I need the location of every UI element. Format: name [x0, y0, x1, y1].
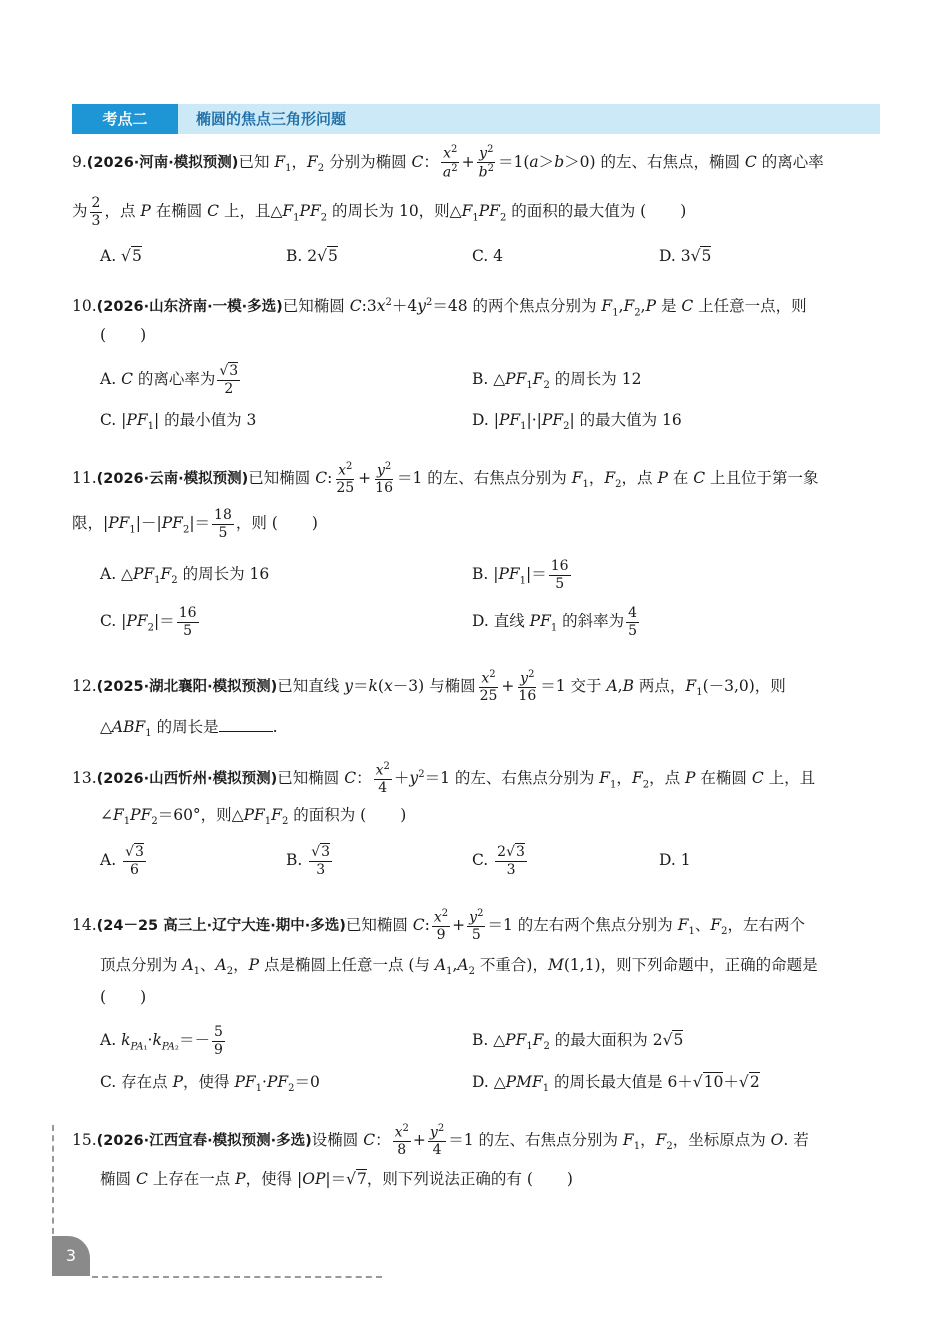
question-15-line-2: 椭圆 C 上存在一点 P，使得 |OP|＝√7，则下列说法正确的有 ( ) [100, 1170, 573, 1188]
option-d: D. $|PF_1|\cdot|PF_2|$ 的最大值为 16 [472, 411, 682, 433]
question-12-line-2: $\triangle ABF_1$ 的周长是 . [100, 718, 278, 740]
option-b: B. $\triangle PF_1F_2$ 的最大面积为 2√5 [472, 1031, 684, 1053]
question-source: (24－25 高三上·辽宁大连·期中·多选) [96, 918, 346, 935]
page-number: 3 [52, 1236, 90, 1276]
option-a: A. $k_{PA_1}\cdot k_{PA_2}=-$ $\frac{5}{9}$ [100, 1024, 223, 1058]
question-13: 13.(2026·山西忻州·模拟预测)已知椭圆 C： $\frac{x^2}{4}$ $+y^2=1$ 的左、右焦点分别为 $F_1$，$F_2$，点 P 在椭圆 C 上，且 [72, 761, 816, 797]
question-number: 14. [72, 916, 97, 935]
option-b: B. $|PF_1|=$ $\frac{16}{5}$ [472, 558, 569, 592]
question-10-line-2: ( ) [100, 326, 147, 344]
question-number: 13. [72, 769, 97, 788]
question-9-line-2: 为 $\frac{2}{3}$ ，点 P 在椭圆 C 上，且$\triangle F_1PF_2$ 的周长为 10，则$\triangle F_1PF_2$ 的面积的最大值为 ( ) [72, 195, 687, 229]
question-number: 10. [72, 297, 97, 316]
option-d: D. 直线 $PF_1$ 的斜率为 $\frac{4}{5}$ [472, 605, 638, 639]
option-a: A. √5 [100, 247, 142, 265]
question-11-line-2: 限，$|PF_1|-|PF_2|=$ $\frac{18}{5}$ ，则 ( ) [72, 507, 318, 541]
option-d: D. 3√5 [659, 247, 712, 265]
question-number: 12. [72, 677, 97, 696]
question-source: (2026·山西忻州·模拟预测) [96, 771, 278, 788]
section-title: 椭圆的焦点三角形问题 [196, 110, 347, 128]
question-14: 14.(24－25 高三上·辽宁大连·期中·多选)已知椭圆 C: $\frac{x^2}{9}$ + $\frac{y^2}{5}$ ＝1 的左右两个焦点分别为 $F_1$、$F_2$，左右两个 [72, 908, 805, 944]
option-b: B. $\frac{√3}{3}$ [286, 844, 331, 878]
option-c: C. $|PF_1|$ 的最小值为 3 [100, 411, 257, 433]
question-14-line-2: 顶点分别为 $A_1$、$A_2$，P 点是椭圆上任意一点 (与 $A_1,A_2$ 不重合)，M(1,1)，则下列命题中，正确的命题是 [100, 956, 818, 978]
option-a: A. $\triangle PF_1F_2$ 的周长为 16 [100, 565, 270, 587]
option-c: C. $\frac{2√3}{3}$ [472, 844, 525, 878]
question-number: 15. [72, 1131, 97, 1150]
section-tag: 考点二 [72, 104, 178, 134]
question-source: (2026·云南·模拟预测) [96, 471, 249, 488]
option-b: B. $\triangle PF_1F_2$ 的周长为 12 [472, 370, 642, 392]
question-12: 12.(2025·湖北襄阳·模拟预测)已知直线 y＝k(x－3) 与椭圆 $\frac{x^2}{25}$ + $\frac{y^2}{16}$ ＝1 交于 A,B 两点，$F_1(-3,0)$，则 [72, 669, 786, 705]
option-a: A. C 的离心率为 $\frac{√3}{2}$ [100, 363, 239, 397]
question-source: (2026·江西宜春·模拟预测·多选) [96, 1133, 312, 1150]
option-a: A. $\frac{√3}{6}$ [100, 844, 144, 878]
question-source: (2025·湖北襄阳·模拟预测) [96, 679, 278, 696]
option-c: C. $|PF_2|=$ $\frac{16}{5}$ [100, 605, 197, 639]
option-b: B. 2√5 [286, 247, 338, 265]
question-number: 11. [72, 469, 97, 488]
question-13-line-2: $\angle F_1PF_2=60^\circ$，则$\triangle PF_1F_2$ 的面积为 ( ) [100, 806, 407, 828]
option-d: D. $\triangle PMF_1$ 的周长最大值是 6＋√10＋√2 [472, 1073, 760, 1095]
question-9: 9.(2026·河南·模拟预测)已知 $F_1$，$F_2$ 分别为椭圆 C： $\frac{x^2}{a^2}$ + $\frac{y^2}{b^2}$ ＝1(a＞b＞0) 的左、右焦点，椭圆 C 的离心率 [72, 144, 824, 181]
option-d: D. 1 [659, 851, 691, 869]
option-c: C. 存在点 P，使得 $PF_1\cdot PF_2=0$ [100, 1073, 320, 1095]
question-14-line-3: ( ) [100, 988, 147, 1006]
question-number: 9. [72, 152, 87, 171]
answer-blank[interactable] [219, 731, 273, 732]
question-15: 15.(2026·江西宜春·模拟预测·多选)设椭圆 C： $\frac{x^2}{8}$ + $\frac{y^2}{4}$ ＝1 的左、右焦点分别为 $F_1$，$F_2$，坐标原点为 O. 若 [72, 1123, 809, 1159]
option-c: C. 4 [472, 247, 504, 265]
question-10: 10.(2026·山东济南·一模·多选)已知椭圆 $C:3x^2+4y^2=48$ 的两个焦点分别为 $F_1,F_2,P$ 是 C 上任意一点，则 [72, 297, 807, 319]
question-source: (2026·河南·模拟预测) [86, 154, 239, 171]
question-11: 11.(2026·云南·模拟预测)已知椭圆 C: $\frac{x^2}{25}$ + $\frac{y^2}{16}$ ＝1 的左、右焦点分别为 $F_1$，$F_2$，点 P 在 C 上且位于第一象 [72, 461, 819, 497]
question-source: (2026·山东济南·一模·多选) [96, 299, 283, 316]
footer-dashed-line [92, 1276, 382, 1278]
section-header [72, 104, 880, 134]
